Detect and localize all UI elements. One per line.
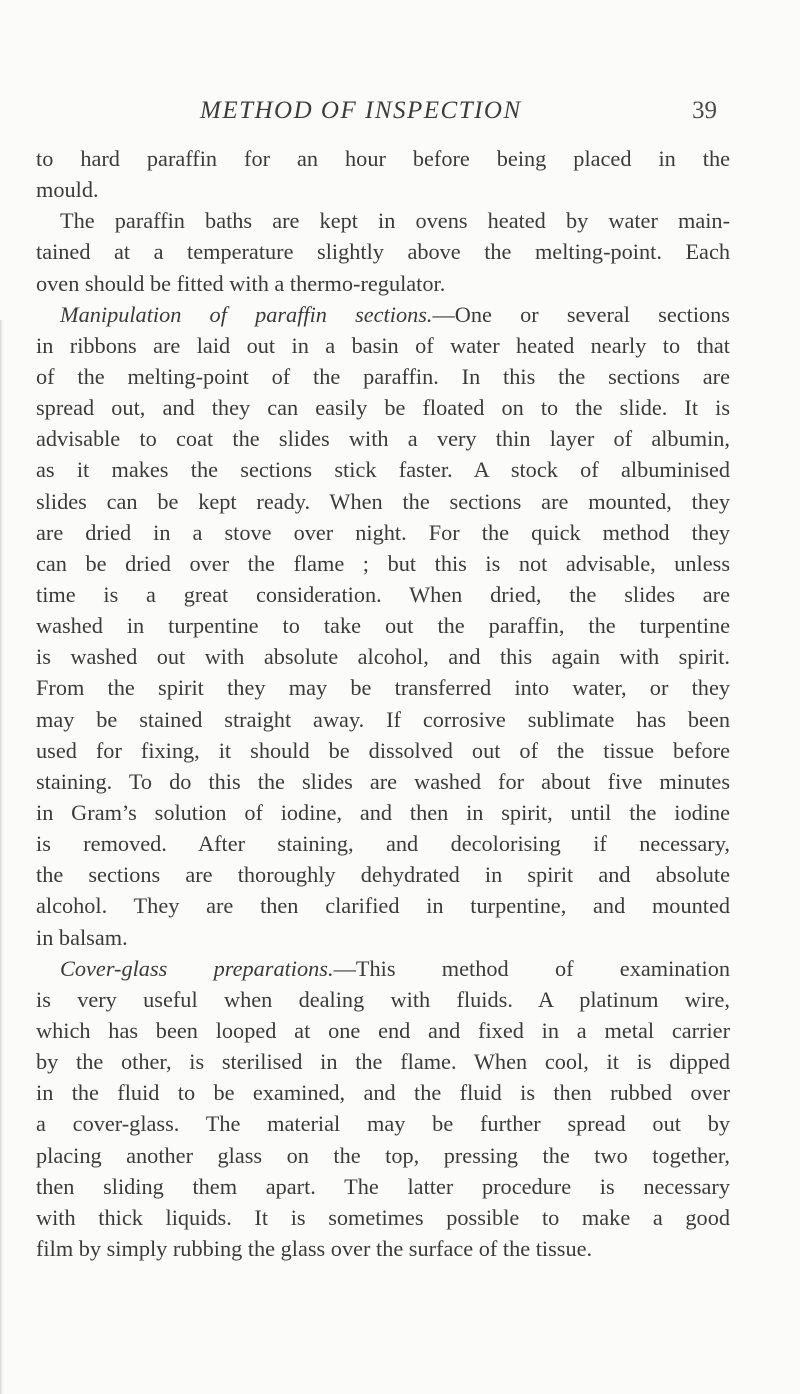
page-edge-shadow	[0, 320, 3, 1394]
text-line: film by simply rubbing the glass over the surface of the tissue.	[36, 1235, 593, 1261]
text-line: can be dried over the flame ; but this is not advisable, unless	[36, 550, 730, 576]
text-line: oven should be fitted with a thermo-regulator.	[36, 270, 446, 296]
text-line: then sliding them apart. The latter procedure is necessary	[36, 1173, 730, 1199]
paragraph-start-line: The paraffin baths are kept in ovens heated by water main-	[60, 208, 730, 234]
text-line: used for fixing, it should be dissolved out of the tissue before	[36, 737, 730, 763]
text-line: spread out, and they can easily be floated on to the slide. It is	[36, 395, 730, 421]
running-head	[0, 97, 800, 131]
section-heading-line	[36, 953, 730, 984]
text-line: washed in turpentine to take out the paraffin, the turpentine	[36, 613, 730, 639]
text-line: placing another glass on the top, pressing the two together,	[36, 1142, 730, 1168]
text-line: the sections are thoroughly dehydrated in spirit and absolute	[36, 862, 730, 888]
text-line: a cover-glass. The material may be further spread out by	[36, 1111, 730, 1137]
text-line: tained at a temperature slightly above the melting-point. Each	[36, 239, 730, 265]
running-title: METHOD OF INSPECTION	[200, 97, 522, 124]
text-line: alcohol. They are then clarified in turpentine, and mounted	[36, 893, 730, 919]
text-line: in balsam.	[36, 924, 128, 950]
text-line: is washed out with absolute alcohol, and this again with spirit.	[36, 644, 730, 670]
text-line: in Gram’s solution of iodine, and then in spirit, until the iodine	[36, 799, 730, 825]
text-line: are dried in a stove over night. For the quick method they	[36, 519, 730, 545]
section-heading-continuation: —This method of examination	[333, 955, 731, 981]
text-line: staining. To do this the slides are washed for about five minutes	[36, 768, 730, 794]
text-line: in the fluid to be examined, and the fluid is then rubbed over	[36, 1080, 730, 1106]
text-line: in ribbons are laid out in a basin of water heated nearly to that	[36, 332, 730, 358]
text-line: of the melting-point of the paraffin. In this the sections are	[36, 363, 730, 389]
page-number: 39	[692, 97, 717, 124]
section-heading-continuation: —One or several sections	[432, 301, 730, 327]
text-line: with thick liquids. It is sometimes possible to make a good	[36, 1204, 730, 1230]
text-line: as it makes the sections stick faster. A stock of albuminised	[36, 457, 730, 483]
section-heading-line	[36, 299, 730, 330]
section-heading: Manipulation of paraffin sections.	[60, 301, 433, 327]
text-line: is very useful when dealing with fluids. A platinum wire,	[36, 986, 730, 1012]
text-line: time is a great consideration. When dried, the slides are	[36, 581, 730, 607]
text-line: may be stained straight away. If corrosive sublimate has been	[36, 706, 730, 732]
section-heading: Cover-glass preparations.	[60, 955, 334, 981]
text-line: From the spirit they may be transferred into water, or they	[36, 675, 730, 701]
text-line: by the other, is sterilised in the flame. When cool, it is dipped	[36, 1049, 730, 1075]
text-line: mould.	[36, 177, 99, 203]
text-line: is removed. After staining, and decolorising if necessary,	[36, 831, 730, 857]
text-line: which has been looped at one end and fixed in a metal carrier	[36, 1017, 730, 1043]
text-line: slides can be kept ready. When the sections are mounted, they	[36, 488, 730, 514]
body-text	[36, 143, 730, 1264]
text-line: to hard paraffin for an hour before being placed in the	[36, 146, 730, 171]
text-line: advisable to coat the slides with a very thin layer of albumin,	[36, 426, 730, 452]
